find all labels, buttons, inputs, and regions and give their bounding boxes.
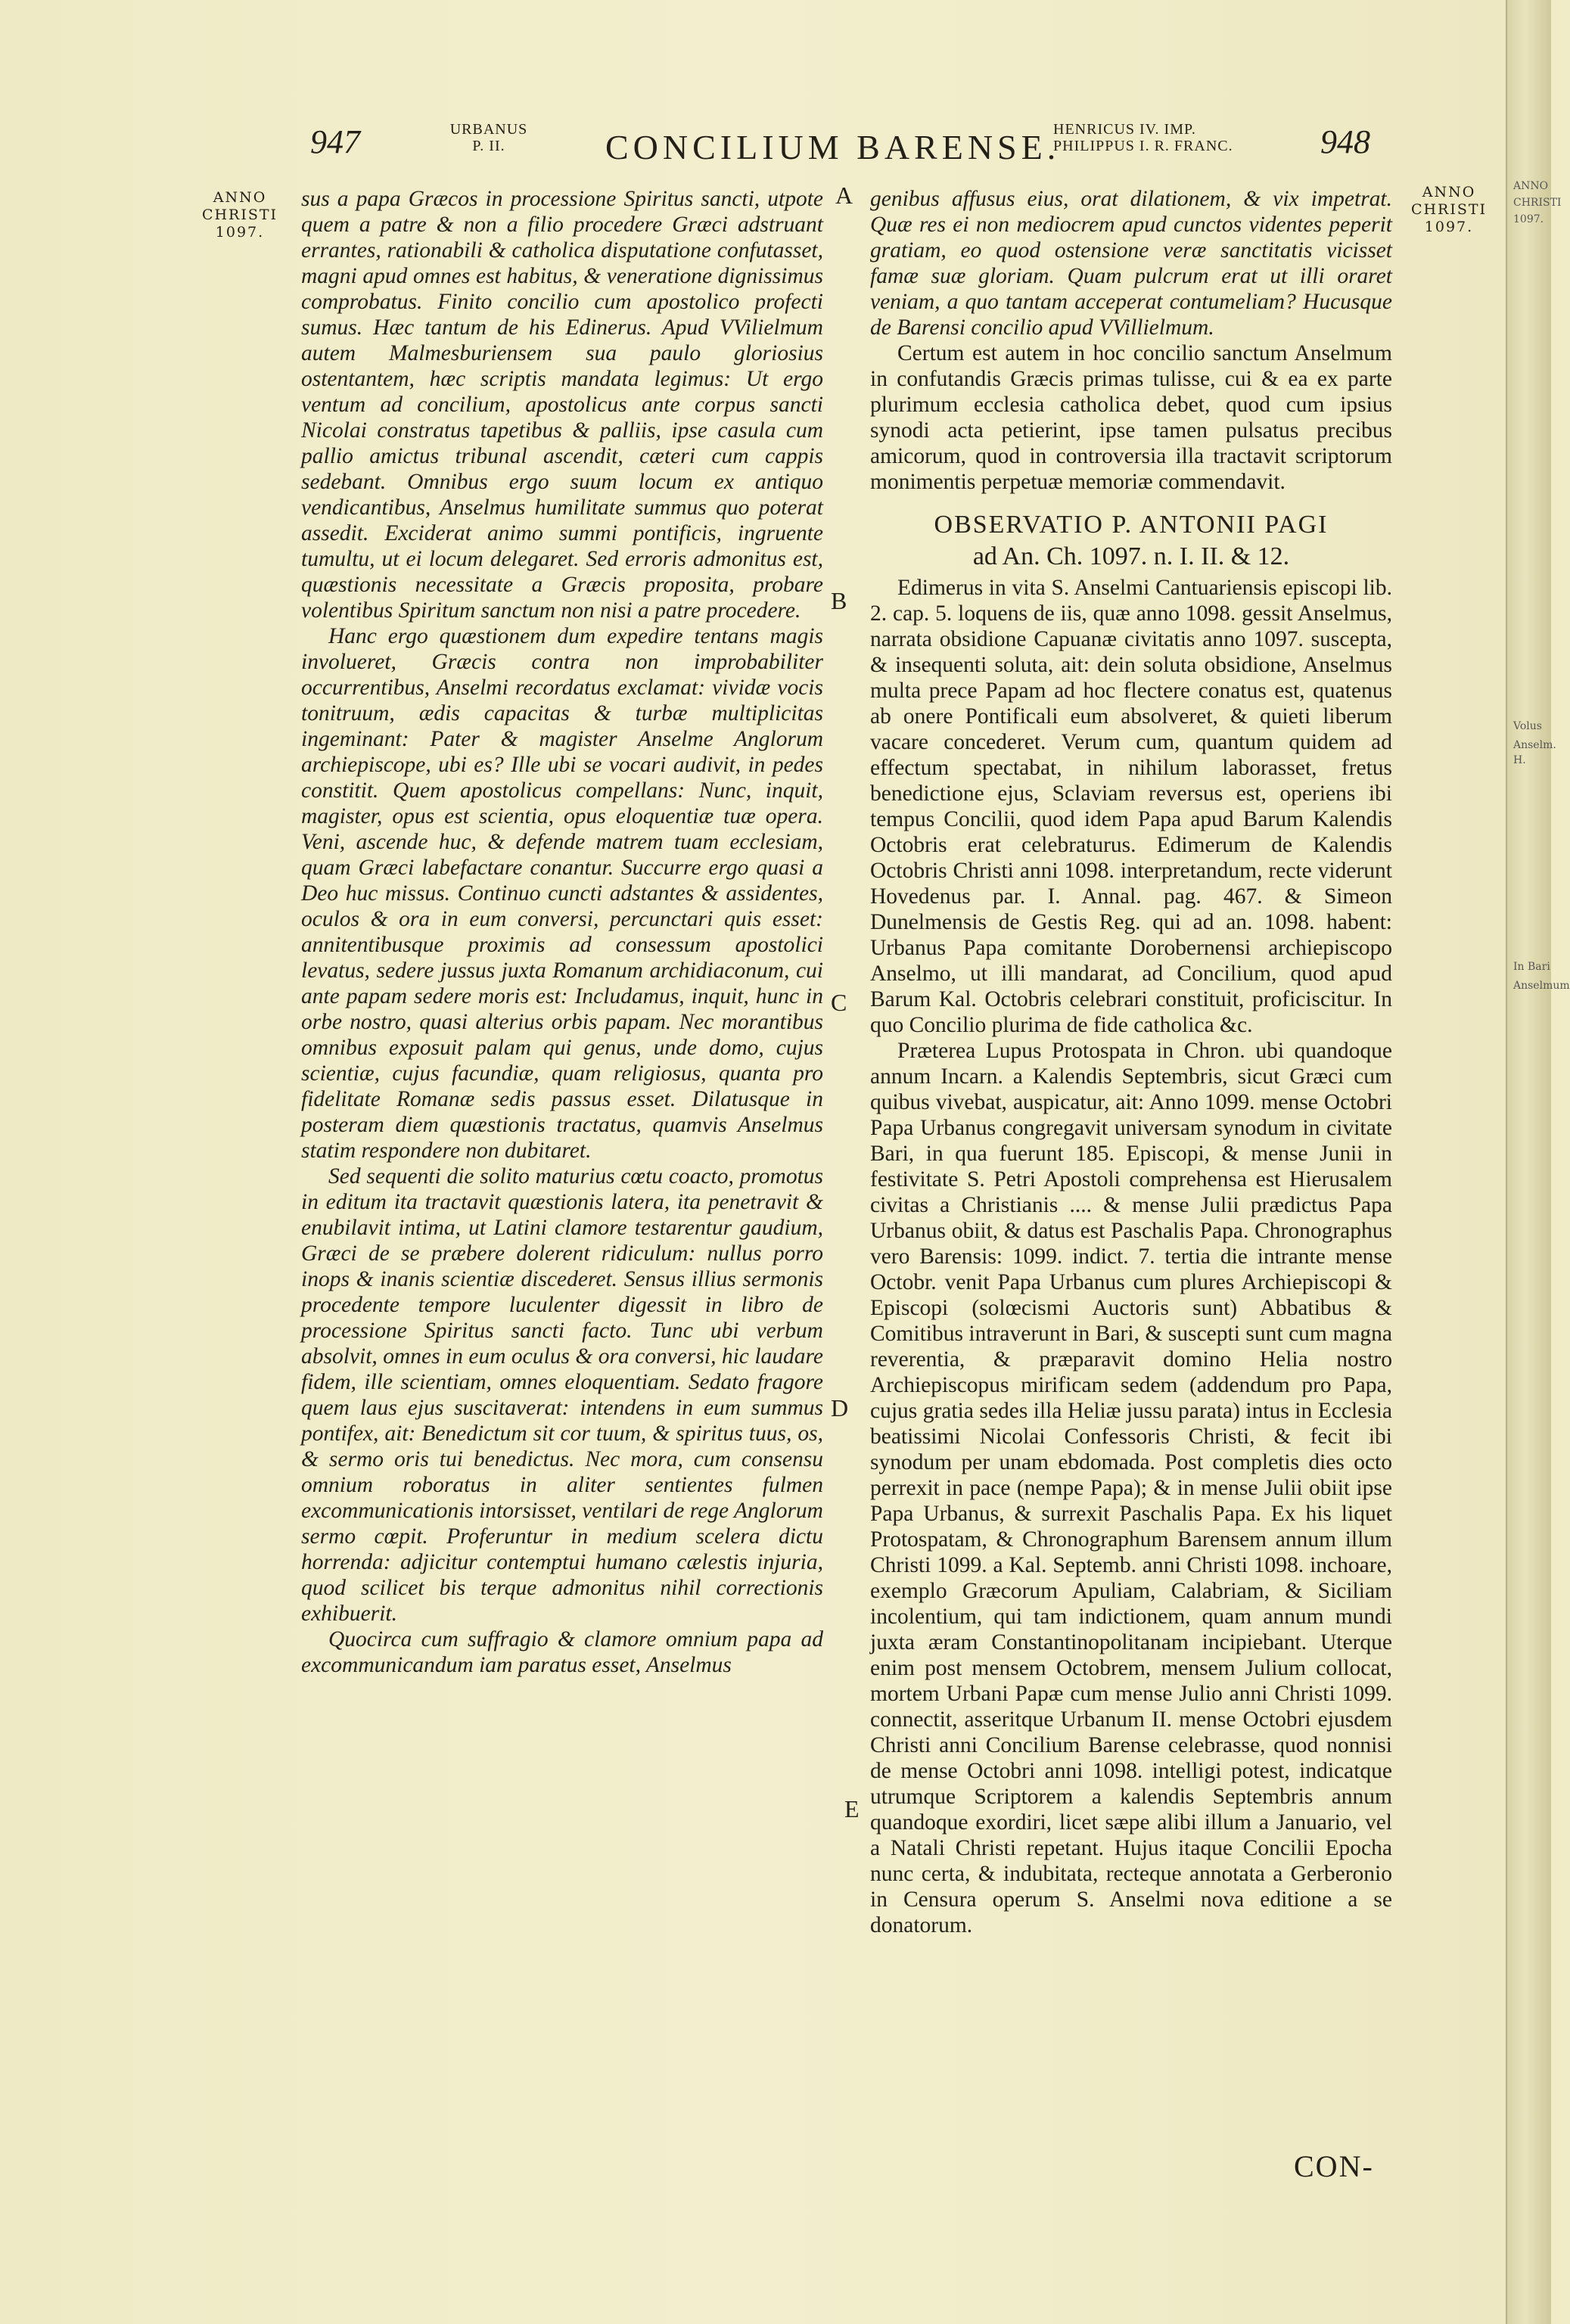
pope-number: P. II. — [472, 138, 505, 154]
left-text-column — [301, 186, 823, 1678]
adjacent-note: Anselmum — [1513, 980, 1570, 992]
emperor-name: HENRICUS IV. IMP. — [1053, 121, 1196, 138]
paragraph: Sed sequenti die solito maturius cœtu coacto, promotus in editum ita tractavit quæstionis latera, ita penetravit & enubilavit intima, ut Latini clamore testarentur gaudium, Græci de se præbere dolerent ridiculum: nullus porro inops & inanis scientiæ discederet. Sensus illius sermonis procedente tempore luculenter digessit in libro de processione Spiritus sancti facto. Tunc ubi verbum absolvit, omnes in eum oculus & ora conversi, hic laudare fidem, ille scientiam, omnes eloquentiam. Sedato fragore quem laus ejus suscitaverat: intendens in eum summus pontifex, ait: Benedictum sit cor tuum, & spiritus tuus, os, & sermo oris tui benedictus. Nec mora, cum consensu omnium roboratus in aliter sentientes fulmen excommunicationis intorsisset, ventilari de rege Anglorum sermo cœpit. Proferuntur in medium scelera dictu horrenda: adjicitur contemptui humano cælestis injuria, quod scilicet bis terque admonitus nihil correctionis exhibuerit. — [301, 1164, 823, 1626]
page-number-left: 947 — [310, 123, 360, 160]
page-title: CONCILIUM BARENSE. — [605, 128, 1061, 166]
adjacent-page-edge — [1506, 0, 1570, 2324]
paragraph: genibus affusus eius, orat dilationem, & vix impetrat. Quæ res ei non mediocrem apud cunctos videntes peperit gratiam, eo quod ostensione veræ sanctitatis vicisset famæ suæ gloriam. Quam pulcrum erat ut illi oraret veniam, a quo tantam acceperat contumeliam? Hucusque de Barensi concilio apud VVillielmum. — [870, 187, 1392, 340]
paragraph: Certum est autem in hoc concilio sanctum Anselmum in confutandis Græcis primas tulisse, cui & ea ex parte plurimum ecclesia catholica debet, quod cum ipsius synodi acta petierint, ipse tamen pulsatus precibus amicorum, quod in controversia illa tractavit scriptorum monimentis perpetuæ memoriæ commendavit. — [870, 341, 1392, 494]
pope-name: URBANUS — [449, 121, 528, 138]
paragraph: sus a papa Græcos in processione Spiritus sancti, utpote quem a patre & non a filio procedere Græci adstruant errantes, rationabili & catholica disputatione confutasset, magni apud omnes est habitus, & veneratione dignissimus comprobatus. Finito concilio cum apostolico profecti sumus. Hæc tantum de his Edinerus. Apud VVilielmum autem Malmesburiensem sua paulo gloriosius ostentantem, hæc scriptis mandata legimus: Ut ergo ventum ad concilium, apostolicus ante corpus sancti Nicolai constratus tapetibus & palliis, ipse casula cum pallio amictus tribunal ascendit, cæteri cum cappis sedebant. Omnibus ergo suum locum ex antiquo vendicantibus, Anselmus humilitate summus quo poterat assedit. Exciderat animo summi pontificis, ingruente tumultu, ut ei locum delegaret. Sed erroris admonitus est, quæstionis necessitate a Græcis proposita, probare volentibus Spiritum sanctum non nisi a patre procedere. — [301, 187, 823, 623]
christi-label: CHRISTI — [1410, 201, 1488, 218]
anno-label: ANNO — [1422, 184, 1476, 200]
section-mark-a: A — [835, 182, 853, 209]
paragraph: Quocirca cum suffragio & clamore omnium papa ad excommunicandum iam paratus esset, Anselmus — [301, 1627, 823, 1677]
adjacent-year: 1097. — [1513, 213, 1544, 225]
adjacent-christi: CHRISTI — [1513, 197, 1562, 209]
section-subheading: ad An. Ch. 1097. n. I. II. & 12. — [972, 542, 1290, 570]
king-name: PHILIPPUS I. R. FRANC. — [1053, 138, 1233, 154]
right-text-column — [870, 186, 1392, 1938]
adjacent-note: Anselm. H. — [1513, 739, 1556, 766]
section-mark-d: D — [831, 1394, 849, 1421]
page-number-right: 948 — [1320, 123, 1370, 160]
paragraph: Hanc ergo quæstionem dum expedire tentans magis involueret, Græcis contra non improbabiliter occurrentibus, Anselmi recordatus exclamat: vividæ vocis tonitruum, ædis capacitas & turbæ multiplicitas ingeminant: Pater & magister Anselme Anglorum archiepiscope, ubi es? Ille ubi se vocari audivit, in pedes constitit. Quem apostolicus compellans: Nunc, inquit, magister, opus est scientia, opus eloquentiæ tuæ opera. Veni, ascende huc, & defende matrem tuam ecclesiam, quam Græci labefactare conantur. Succurre ergo quasi a Deo huc missus. Continuo cuncti adstantes & assidentes, oculos & ora in eum conversi, percunctari quis esset: annitentibusque proximis ad consessum apostolici levatus, sedere jussus juxta Romanum archidiaconum, cui ante papam sedere moris est: Includamus, inquit, hunc in orbe nostro, quasi alterius orbis papam. Nec morantibus omnibus exposuit palam qui genus, unde domo, cujus scientiæ, cujus facundiæ, quam religiosus, quanta pro fidelitate Romanæ sedis passus esset. Dilatusque in posteram diem quæstionis tractatus, quamvis Anselmus statim respondere non dubitaret. — [301, 624, 823, 1163]
section-mark-b: B — [831, 587, 847, 614]
adjacent-note: In Bari — [1513, 961, 1550, 973]
section-mark-c: C — [831, 989, 847, 1016]
anno-label: ANNO — [213, 189, 267, 206]
paragraph: Edimerus in vita S. Anselmi Cantuariensis episcopi lib. 2. cap. 5. loquens de iis, quæ anno 1098. gessit Anselmus, narrata obsidione Capuanæ civitatis anno 1097. suscepta, & insequenti soluta, ait: dein soluta obsidione, Anselmus multa prece Papam ad hoc flectere conatus est, quatenus ab onere Pontificali eum absolveret, & quieti liberum vacare concederet. Verum cum, quantum quidem ad effectum spectabat, in nihilum laborasset, fretus benedictione ejus, Sclaviam reversus est, operiens ibi tempus Concilii, quod idem Papa apud Barum Kalendis Octobris erat celebraturus. Edimerum de Kalendis Octobris Christi anni 1098. interpretandum, recte viderunt Hovedenus par. I. Annal. pag. 467. & Simeon Dunelmensis de Gestis Reg. qui ad an. 1098. habent: Urbanus Papa comitante Dorobernensi archiepiscopo Anselmo, ut illi mandarat, ad Concilium, quod apud Barum Kal. Octobris celebrari constituit, proficiscitur. In quo Concilio plurima de fide catholica &c. — [870, 576, 1392, 1037]
pope-running-head — [443, 121, 534, 154]
margin-year-left — [198, 189, 281, 241]
christi-label: CHRISTI — [201, 207, 278, 223]
rulers-running-head — [1053, 121, 1273, 154]
catchword: CON- — [1294, 2149, 1374, 2183]
margin-year-right — [1407, 184, 1491, 236]
section-mark-e: E — [844, 1795, 860, 1822]
section-heading: OBSERVATIO P. ANTONII PAGI — [934, 511, 1329, 539]
paragraph: Præterea Lupus Protospata in Chron. ubi quandoque annum Incarn. a Kalendis Septembris, sicut Græci cum quibus vivebat, auspicatur, ait: Anno 1099. mense Octobri Papa Urbanus congregavit universam synodum in civitate Bari, in qua fuerunt 185. Episcopi, & mense Junii in festivitate S. Petri Apostoli comprehensa est Hierusalem civitas a Christianis .... & mense Julii prædictus Papa Urbanus obiit, & datus est Paschalis Papa. Chronographus vero Barensis: 1099. indict. 7. tertia die intrante mense Octobr. venit Papa Urbanus cum plures Archiepiscopi & Episcopi (solœcismi Auctoris sunt) Abbatibus & Comitibus intraverunt in Bari, & suscepti sunt cum magna reverentia, & præparavit domino Helia nostro Archiepiscopus mirificam sedem (addendum pro Papa, cujus gratia sedes illa Heliæ jussu parata) intus in Ecclesia beatissimi Nicolai Confessoris Christi, & fecit ibi synodum per unam ebdomada. Post completis dies octo perrexit in pace (nempe Papa); & in mense Julii obiit ipse Papa Urbanus, & surrexit Paschalis Papa. Ex his liquet Protospatam, & Chronographum Barensem annum illum Christi 1099. a Kal. Septemb. anni Christi 1098. inchoare, exemplo Græcorum Apuliam, Calabriam, & Siciliam incolentium, qui tam indictionem, quam annum mundi juxta æram Constantinopolitanam incipiebant. Uterque enim post mensem Octobrem, mensem Julium collocat, mortem Urbani Papæ cum mense Julio anni Christi 1099. connectit, asseritque Urbanum II. mense Octobri ejusdem Christi anni Concilium Barense celebrasse, quod nonnisi de mense Octobri anni 1098. intelligi potest, indicatque utrumque Scriptorem a kalendis Septembris annum quandoque exordiri, licet sæpe alibi illum a Januario, vel a Natali Christi repetant. Hujus itaque Concilii Epocha nunc certa, & indubitata, recteque annotata a Gerberonio in Censura operum S. Anselmi nova editione a se donatorum. — [870, 1039, 1392, 1937]
year-label: 1097. — [1424, 219, 1474, 235]
adjacent-note: Volus — [1513, 720, 1542, 732]
year-label: 1097. — [215, 224, 265, 241]
adjacent-anno: ANNO — [1513, 180, 1549, 192]
